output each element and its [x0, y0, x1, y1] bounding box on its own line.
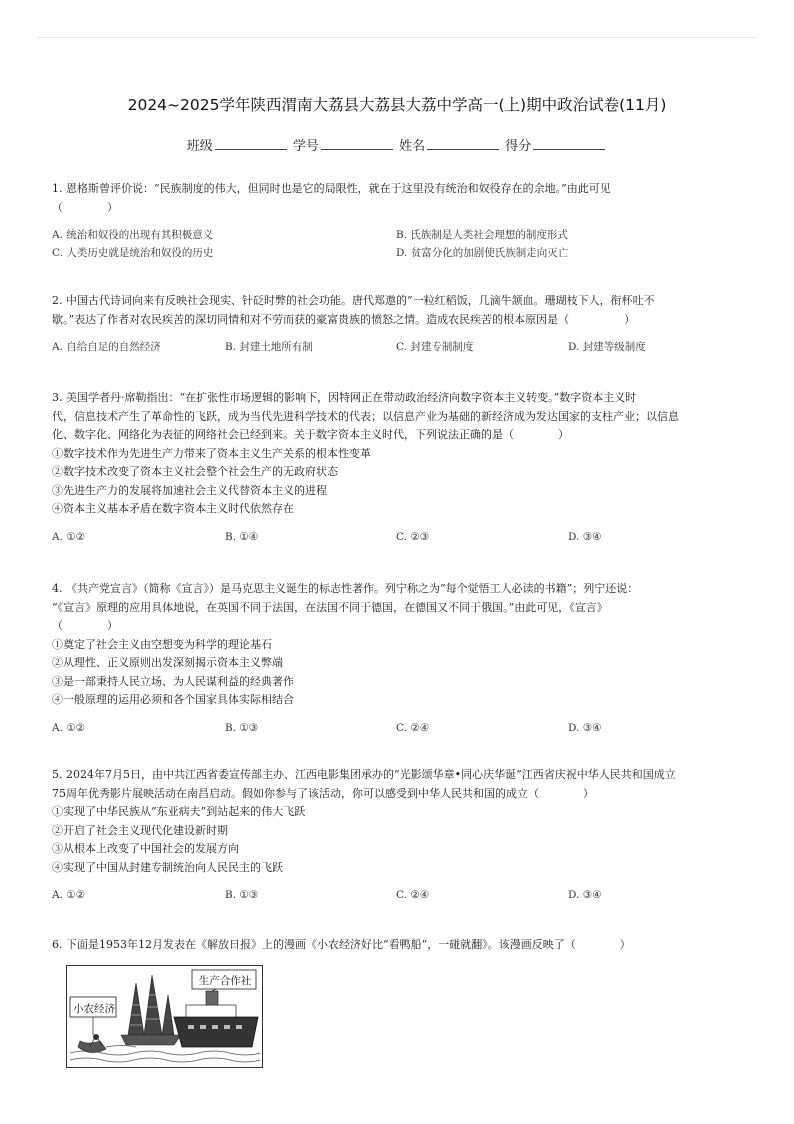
question-text-line: 歇。”表达了作者对农民疾苦的深切同情和对不劳而获的豪富贵族的愤怒之情。造成农民疾苦的根本原因是（ ） — [52, 312, 636, 326]
question-text-line: （ ） — [52, 619, 118, 632]
option-d[interactable]: D. ③④ — [568, 721, 602, 734]
question-text-line: 6. 下面是1953年12月发表在《解放日报》上的漫画《小农经济好比“看鸭船”，一碰就翻》。该漫画反映了（ ） — [52, 938, 631, 951]
option-b[interactable]: B. ①③ — [225, 889, 259, 901]
name-blank[interactable] — [427, 137, 499, 150]
question-text-line: 1. 恩格斯曾评价说：“民族制度的伟大，但同时也是它的局限性，就在于这里没有统治和奴役存在的余地。”由此可见 — [52, 182, 611, 195]
question-text-line: 4. 《共产党宣言》（简称《宣言》）是马克思主义诞生的标志性著作。列宁称之为“每个觉悟工人必读的书籍”；列宁还说： — [52, 582, 639, 595]
score-blank[interactable] — [533, 137, 605, 150]
option-c[interactable]: C. 封建专制制度 — [396, 341, 474, 353]
number-label: 学号 — [292, 139, 319, 154]
question-text-line: 75周年优秀影片展映活动在南昌启动。假如你参与了该活动，你可以感受到中华人民共和国的成立（ ） — [52, 786, 594, 800]
option-c[interactable]: C. ②③ — [396, 530, 430, 543]
option-d[interactable]: D. ③④ — [568, 530, 602, 543]
option-a[interactable]: A. ①② — [52, 889, 86, 901]
option-d[interactable]: D. 封建等级制度 — [568, 341, 646, 353]
option-c[interactable]: C. 人类历史就是统治和奴役的历史 — [52, 247, 214, 259]
statement-3: ③先进生产力的发展将加速社会主义代替资本主义的进程 — [52, 483, 327, 497]
cartoon-label-coop: 生产合作社 — [198, 975, 252, 987]
question-text-line: 化、数字化、网络化为表征的网络社会已经到来。关于数字资本主义时代，下列说法正确的是（ ） — [52, 428, 569, 441]
class-label: 班级 — [186, 139, 213, 154]
statement-1: ①数字技术作为先进生产力带来了资本主义生产关系的根本性变革 — [52, 446, 371, 460]
options-row — [52, 719, 752, 737]
option-b[interactable]: B. 氏族制是人类社会理想的制度形式 — [396, 229, 568, 241]
score-label: 得分 — [505, 139, 532, 154]
option-b[interactable]: B. ①④ — [225, 530, 259, 543]
option-c[interactable]: C. ②④ — [396, 889, 430, 901]
option-b[interactable]: B. ①③ — [225, 721, 259, 734]
cartoon-illustration — [66, 965, 263, 1068]
statement-2: ②从理性、正义原则出发深刻揭示资本主义弊端 — [52, 656, 283, 669]
number-blank[interactable] — [321, 137, 393, 150]
option-a[interactable]: A. ①② — [52, 530, 86, 543]
statement-2: ②开启了社会主义现代化建设新时期 — [52, 823, 228, 837]
question-text-line: 5. 2024年7月5日，由中共江西省委宣传部主办、江西电影集团承办的“光影颂华章•同心庆华诞”江西省庆祝中华人民共和国成立 — [52, 768, 676, 781]
option-a[interactable]: A. ①② — [52, 721, 86, 734]
question-6 — [52, 936, 752, 955]
student-info-fields — [0, 135, 794, 154]
options-row — [52, 338, 752, 356]
options-row — [52, 226, 752, 244]
options-row — [52, 886, 752, 904]
statement-4: ④资本主义基本矛盾在数字资本主义时代依然存在 — [52, 502, 294, 515]
question-1 — [52, 180, 752, 262]
option-a[interactable]: A. 自给自足的自然经济 — [52, 341, 161, 353]
question-text-line: 2. 中国古代诗词向来有反映社会现实、针砭时弊的社会功能。唐代郑遨的“一粒红稻饭，几滴牛颔血。珊瑚枝下人，衔杯吐不 — [52, 294, 655, 307]
option-c[interactable]: C. ②④ — [396, 721, 430, 734]
statement-3: ③是一部秉持人民立场、为人民谋利益的经典著作 — [52, 674, 294, 688]
options-row — [52, 528, 752, 546]
question-text-line: 3. 美国学者丹·席勒指出：“在扩张性市场逻辑的影响下，因特网正在带动政治经济向数字资本主义转变。”数字资本主义时 — [52, 391, 637, 404]
cartoon-label-small-farm: 小农经济 — [73, 1003, 115, 1015]
question-4 — [52, 580, 752, 737]
class-blank[interactable] — [215, 137, 287, 150]
header-rule — [38, 37, 756, 38]
option-a[interactable]: A. 统治和奴役的出现有其积极意义 — [52, 229, 214, 241]
option-d[interactable]: D. 贫富分化的加剧使氏族制走向灭亡 — [396, 247, 569, 259]
question-3 — [52, 389, 752, 546]
options-row — [52, 244, 752, 262]
question-5 — [52, 766, 752, 904]
statement-4: ④实现了中国从封建专制统治向人民民主的飞跃 — [52, 860, 283, 874]
question-2 — [52, 292, 752, 356]
statement-4: ④一般原理的运用必须和各个国家具体实际相结合 — [52, 693, 294, 706]
question-text-line: （ ） — [52, 200, 118, 214]
question-text-line: “《宣言》原理的应用具体地说，在英国不同于法国，在法国不同于德国，在德国又不同于俄国。”由此可见，《宣言》 — [52, 600, 608, 614]
option-b[interactable]: B. 封建土地所有制 — [225, 341, 313, 353]
exam-title: 2024~2025学年陕西渭南大荔县大荔县大荔中学高一(上)期中政治试卷(11月) — [127, 96, 667, 114]
statement-1: ①奠定了社会主义由空想变为科学的理论基石 — [52, 637, 272, 651]
statement-3: ③从根本上改变了中国社会的发展方向 — [52, 842, 239, 855]
question-text-line: 代，信息技术产生了革命性的飞跃，成为当代先进科学技术的代表；以信息产业为基础的新经济成为发达国家的支柱产业；以信息 — [52, 409, 679, 423]
statement-2: ②数字技术改变了资本主义社会整个社会生产的无政府状态 — [52, 465, 338, 478]
option-d[interactable]: D. ③④ — [568, 889, 602, 901]
statement-1: ①实现了中华民族从“东亚病夫”到站起来的伟大飞跃 — [52, 805, 306, 818]
name-label: 姓名 — [399, 139, 426, 154]
